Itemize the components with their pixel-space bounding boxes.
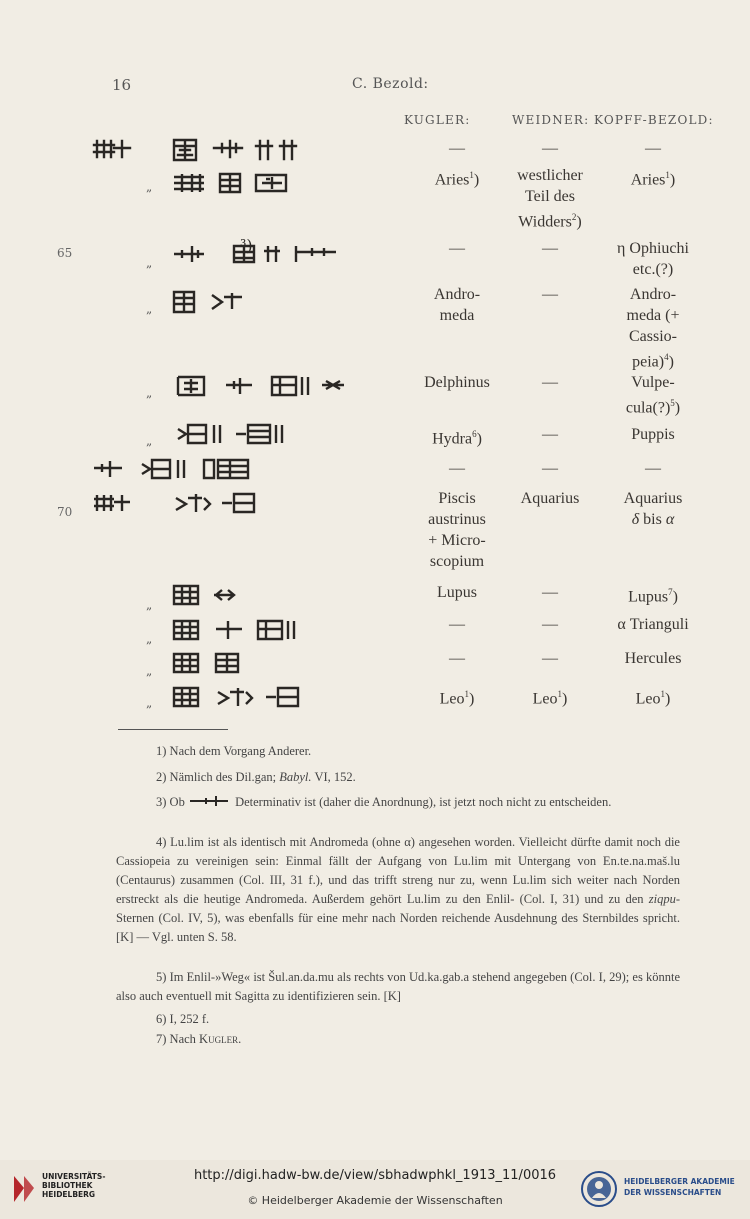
- footnote-4: 4) Lu.lim ist als identisch mit Andromeda (ohne α) angesehen worden. Vielleicht dürfte damit noch die Cassiopeia zu vereinigen sein: Einmal fällt der Aufgang von Lu.lim mit Untergang von En.te.na.maš.lu (Centaurus) zusammen (Col. III, 31 f.), und das trifft streng nur zu, wenn Lu.lim sich weiter nach Norden erstreckt als die heutige Andromeda. Außerdem gehört Lu.lim zu den Enlil- (Col. I, 31) und zu den ziqpu-Sternen (Col. IV, 5), was ebenfalls für eine mehr nach Norden reichende Ausdehnung des Sternbildes spricht. [K] — Vgl. unten S. 58.: [116, 835, 680, 944]
- table-cell: —: [645, 140, 661, 157]
- cuneiform-superscript: ³): [240, 236, 253, 255]
- column-header-kugler: KUGLER:: [404, 113, 471, 127]
- table-cell: westlicher Teil des Widders$^2$): [517, 167, 583, 231]
- cuneiform-sign-group: [172, 171, 322, 195]
- table-cell: —: [449, 616, 465, 633]
- viewer-footer: [0, 1160, 750, 1219]
- footnote-1: 1) Nach dem Vorgang Anderer.: [156, 744, 312, 758]
- ditto-mark: „: [146, 386, 153, 400]
- running-head: C. Bezold:: [352, 76, 429, 92]
- table-cell: Hydra$^6$): [432, 429, 482, 448]
- table-cell: —: [449, 460, 465, 477]
- table-cell: Leo$^1$): [635, 689, 671, 708]
- cuneiform-sign-group: [92, 456, 272, 482]
- cuneiform-sign-group: [92, 136, 322, 162]
- university-library-name: UNIVERSITÄTS- BIBLIOTHEK HEIDELBERG: [42, 1172, 106, 1199]
- line-number-65: 65: [57, 246, 73, 260]
- table-cell: Lupus$^7$): [628, 587, 678, 606]
- footnote-7: 7) Nach Kugler.: [156, 1032, 242, 1046]
- table-cell: Hercules: [624, 650, 682, 667]
- page-number: 16: [112, 76, 132, 94]
- column-header-weidner: WEIDNER:: [512, 113, 590, 127]
- table-cell: Aries$^1$): [434, 170, 480, 189]
- cuneiform-sign-group: [176, 421, 296, 447]
- cuneiform-sign-group: [172, 582, 262, 608]
- line-number-70: 70: [57, 505, 73, 519]
- cuneiform-sign-group: [92, 490, 272, 516]
- ditto-mark: „: [146, 434, 153, 448]
- table-cell: —: [542, 286, 558, 303]
- column-header-kopff-bezold: KOPFF-BEZOLD:: [594, 113, 714, 127]
- footnote-2: 2) Nämlich des Dil.gan; Babyl. VI, 152.: [156, 770, 356, 784]
- ditto-mark: „: [146, 598, 153, 612]
- table-cell: Aries$^1$): [630, 170, 676, 189]
- copyright-notice: © Heidelberger Akademie der Wissenschaften: [247, 1194, 503, 1207]
- table-cell: η Ophiuchi etc.(?): [617, 240, 689, 278]
- table-cell: —: [542, 240, 558, 257]
- table-cell: Delphinus: [424, 374, 490, 391]
- table-cell: —: [542, 650, 558, 667]
- ditto-mark: „: [146, 696, 153, 710]
- footnote-3: 3) Ob Determinativ ist (daher die Anordnung), ist jetzt noch nicht zu entscheiden.: [156, 795, 612, 809]
- table-cell: Aquarius δ bis α: [623, 490, 683, 528]
- footnote-6: 6) I, 252 f.: [156, 1012, 210, 1026]
- table-cell: —: [449, 240, 465, 257]
- ditto-mark: „: [146, 632, 153, 646]
- table-cell: Leo$^1$): [439, 689, 475, 708]
- cuneiform-sign-group: [172, 617, 322, 643]
- table-cell: —: [542, 460, 558, 477]
- cuneiform-sign-group: [172, 684, 302, 710]
- footnote-rule: [118, 729, 228, 730]
- table-cell: Lupus: [437, 584, 477, 601]
- table-cell: Leo$^1$): [532, 689, 568, 708]
- table-cell: —: [542, 140, 558, 157]
- table-cell: α Trianguli: [617, 616, 689, 633]
- table-cell: —: [542, 584, 558, 601]
- table-cell: —: [449, 140, 465, 157]
- cuneiform-sign-group: [172, 242, 352, 266]
- ditto-mark: „: [146, 180, 153, 194]
- table-cell: Andro- meda (+ Cassio- peia)$^4$): [626, 286, 680, 371]
- cuneiform-sign-group: [172, 650, 272, 676]
- cuneiform-sign-group: [172, 289, 272, 315]
- table-cell: Aquarius: [520, 490, 580, 507]
- ditto-mark: „: [146, 302, 153, 316]
- table-cell: —: [645, 460, 661, 477]
- table-cell: —: [542, 616, 558, 633]
- ditto-mark: „: [146, 256, 153, 270]
- table-cell: Vulpe- cula(?)$^5$): [625, 374, 681, 417]
- cuneiform-sign-group: [176, 373, 376, 399]
- table-cell: —: [449, 650, 465, 667]
- academy-seal-icon: [580, 1170, 618, 1212]
- table-cell: Puppis: [631, 426, 675, 443]
- table-cell: —: [542, 374, 558, 391]
- academy-name: HEIDELBERGER AKADEMIE DER WISSENSCHAFTEN: [624, 1177, 735, 1197]
- footnote-5: 5) Im Enlil-»Weg« ist Šul.an.da.mu als rechts von Ud.ka.gab.a stehend angegeben (Col. I, 29); es könnte also auch eventuell mit Sagitta zu identifizieren sein. [K]: [116, 970, 680, 1003]
- cuneiform-inline-icon: [188, 794, 232, 808]
- table-cell: Andro- meda: [433, 286, 481, 324]
- permalink-url[interactable]: http://digi.hadw-bw.de/view/sbhadwphkl_1913_11/0016: [193, 1168, 557, 1183]
- table-cell: Piscis austrinus + Micro- scopium: [428, 490, 486, 570]
- ditto-mark: „: [146, 664, 153, 678]
- table-cell: —: [542, 426, 558, 443]
